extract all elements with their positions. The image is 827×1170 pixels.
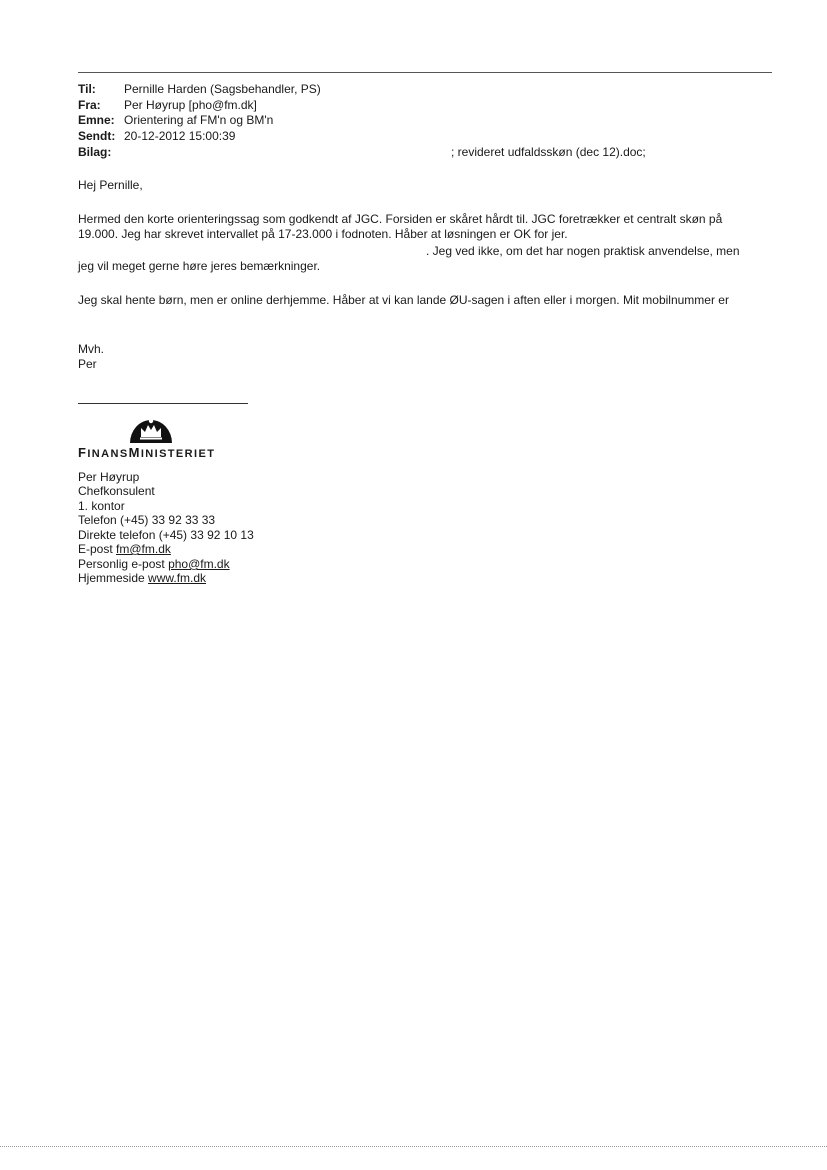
sent-value: 20-12-2012 15:00:39 — [124, 129, 236, 143]
organization-logo-text — [78, 445, 215, 460]
bottom-scan-edge — [0, 1146, 827, 1147]
top-divider — [78, 72, 772, 73]
crown-crest-icon — [128, 413, 174, 443]
org-initial-2: M — [128, 445, 141, 460]
sig-email-label: E-post — [78, 542, 113, 556]
header-from — [78, 97, 257, 113]
sig-office: 1. kontor — [78, 499, 125, 513]
body-line-4: jeg vil meget gerne høre jeres bemærkninger. — [78, 259, 321, 273]
to-key: Til: — [78, 82, 96, 96]
header-subject — [78, 112, 273, 128]
attachment-value[interactable]: ; revideret udfaldsskøn (dec 12).doc; — [451, 145, 646, 159]
subject-value: Orientering af FM'n og BM'n — [124, 113, 274, 127]
header-to — [78, 81, 321, 97]
signature-divider — [78, 403, 248, 404]
sig-personal-email-label: Personlig e-post — [78, 557, 165, 571]
sig-phone: Telefon (+45) 33 92 33 33 — [78, 513, 216, 527]
sig-email-row — [78, 542, 171, 557]
sig-name: Per Høyrup — [78, 470, 140, 484]
sig-website-row — [78, 571, 206, 586]
org-initial: F — [78, 445, 88, 460]
subject-key: Emne: — [78, 113, 115, 127]
body-line-2: 19.000. Jeg har skrevet intervallet på 17-23.000 i fodnoten. Håber at løsningen er OK for jer. — [78, 227, 568, 241]
sig-title: Chefkonsulent — [78, 484, 155, 498]
closing-name: Per — [78, 357, 97, 371]
body-line-1: Hermed den korte orienteringssag som godkendt af JGC. Forsiden er skåret hårdt til. JGC foretrækker et centralt skøn på — [78, 212, 723, 226]
body-paragraph-2: Jeg skal hente børn, men er online derhjemme. Håber at vi kan lande ØU-sagen i aften eller i morgen. Mit mobilnummer er — [78, 293, 729, 307]
from-value: Per Høyrup [pho@fm.dk] — [124, 98, 257, 112]
website-link[interactable]: www.fm.dk — [148, 571, 207, 585]
sent-key: Sendt: — [78, 129, 116, 143]
email-link[interactable]: fm@fm.dk — [116, 542, 171, 556]
sig-website-label: Hjemmeside — [78, 571, 145, 585]
org-part-2: INISTERIET — [140, 448, 216, 460]
header-attachments — [78, 144, 124, 160]
attach-key: Bilag: — [78, 145, 112, 159]
greeting: Hej Pernille, — [78, 178, 143, 192]
sig-direct-phone: Direkte telefon (+45) 33 92 10 13 — [78, 528, 254, 542]
header-sent — [78, 128, 235, 144]
sig-personal-email-row — [78, 557, 230, 572]
personal-email-link[interactable]: pho@fm.dk — [168, 557, 230, 571]
body-line-3: . Jeg ved ikke, om det har nogen praktisk anvendelse, men — [426, 244, 740, 258]
to-value: Pernille Harden (Sagsbehandler, PS) — [124, 82, 321, 96]
org-part-1: INANS — [87, 448, 129, 460]
closing-regards: Mvh. — [78, 342, 105, 356]
from-key: Fra: — [78, 98, 101, 112]
